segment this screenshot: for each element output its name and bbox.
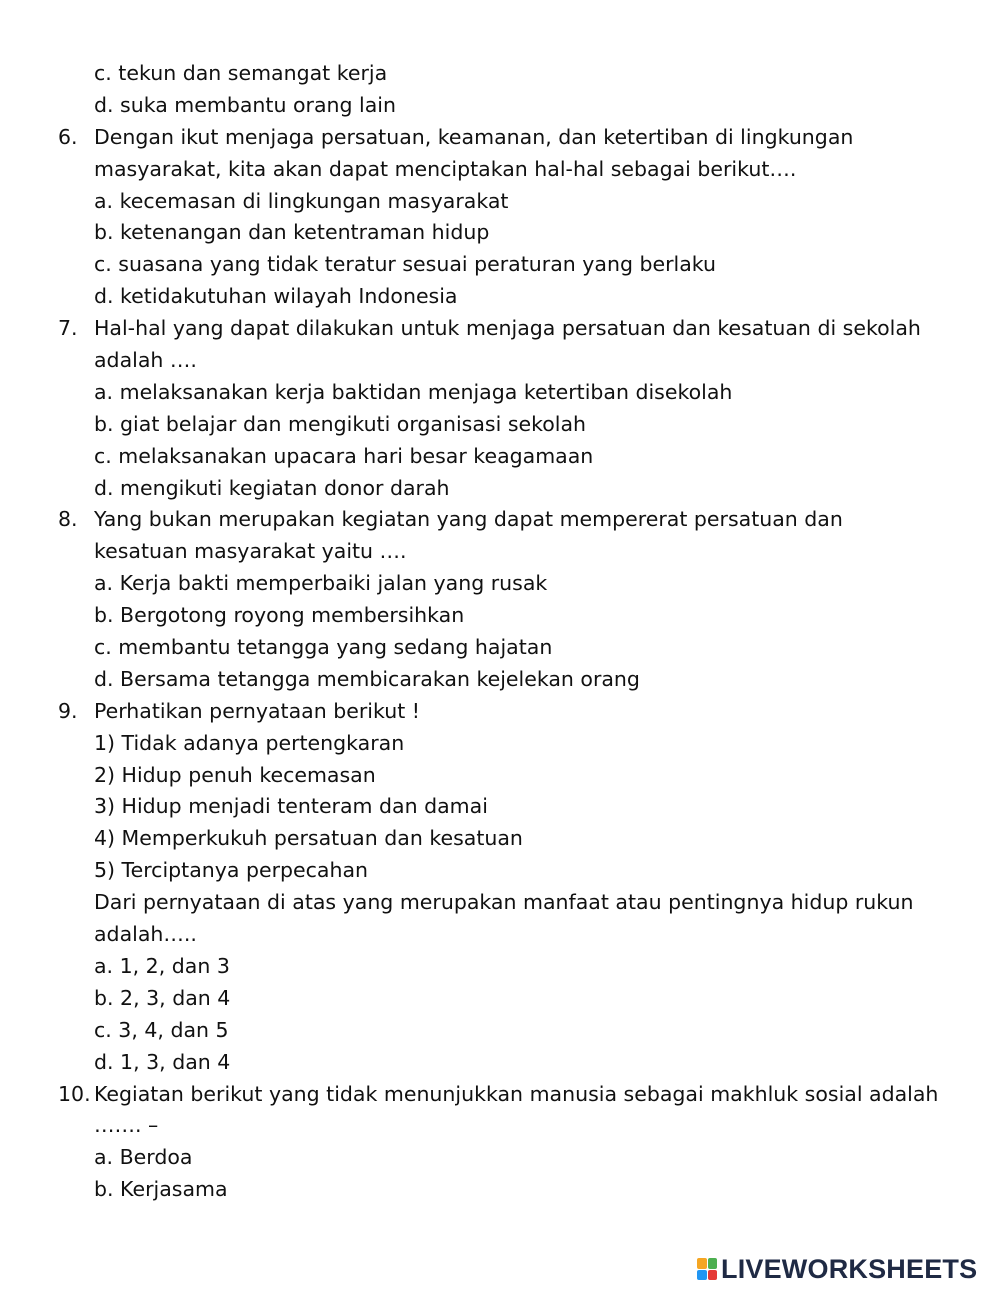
worksheet-line — [0, 855, 1000, 887]
question-text: Yang bukan merupakan kegiatan yang dapat mempererat persatuan dan — [94, 507, 843, 532]
logo-grid-icon — [697, 1258, 717, 1280]
worksheet-line — [0, 473, 1000, 505]
line-text: 4) Memperkukuh persatuan dan kesatuan — [94, 826, 523, 851]
line-text: c. suasana yang tidak teratur sesuai peraturan yang berlaku — [94, 252, 717, 277]
worksheet-line — [0, 345, 1000, 377]
line-text: 2) Hidup penuh kecemasan — [94, 762, 376, 787]
line-text: adalah….. — [94, 922, 197, 947]
worksheet-line — [0, 1079, 1000, 1111]
worksheet-line — [0, 1174, 1000, 1206]
worksheet-line — [0, 632, 1000, 664]
worksheet-line — [0, 696, 1000, 728]
line-text: adalah …. — [94, 348, 197, 373]
worksheet-line — [0, 122, 1000, 154]
logo-square-4 — [708, 1270, 718, 1281]
liveworksheets-logo — [697, 1253, 978, 1284]
worksheet-page — [0, 58, 1000, 1206]
worksheet-line — [0, 1047, 1000, 1079]
line-text: 5) Terciptanya perpecahan — [94, 858, 369, 883]
worksheet-line — [0, 154, 1000, 186]
line-text: b. Bergotong royong membersihkan — [94, 603, 465, 628]
line-text: b. ketenangan dan ketentraman hidup — [94, 220, 490, 245]
worksheet-line — [0, 1142, 1000, 1174]
line-text: a. kecemasan di lingkungan masyarakat — [94, 188, 509, 213]
worksheet-line — [0, 887, 1000, 919]
worksheet-line — [0, 536, 1000, 568]
worksheet-line — [0, 919, 1000, 951]
question-number: 10. — [58, 1081, 91, 1106]
worksheet-line — [0, 281, 1000, 313]
line-text: ……. – — [94, 1113, 159, 1138]
worksheet-line — [0, 1110, 1000, 1142]
logo-square-2 — [708, 1258, 718, 1269]
worksheet-line — [0, 313, 1000, 345]
line-text: d. Bersama tetangga membicarakan kejelekan orang — [94, 666, 640, 691]
question-number: 7. — [58, 316, 78, 341]
line-text: 3) Hidup menjadi tenteram dan damai — [94, 794, 488, 819]
logo-text: LIVEWORKSHEETS — [721, 1253, 978, 1284]
worksheet-line — [0, 951, 1000, 983]
worksheet-line — [0, 664, 1000, 696]
line-text: a. 1, 2, dan 3 — [94, 953, 230, 978]
worksheet-line — [0, 760, 1000, 792]
worksheet-line — [0, 441, 1000, 473]
worksheet-line — [0, 409, 1000, 441]
worksheet-line — [0, 504, 1000, 536]
worksheet-line — [0, 377, 1000, 409]
line-text: a. melaksanakan kerja baktidan menjaga ketertiban disekolah — [94, 379, 733, 404]
question-text: Hal-hal yang dapat dilakukan untuk menjaga persatuan dan kesatuan di sekolah — [94, 316, 921, 341]
line-text: 1) Tidak adanya pertengkaran — [94, 730, 405, 755]
worksheet-line — [0, 728, 1000, 760]
logo-square-3 — [697, 1270, 707, 1281]
worksheet-line — [0, 791, 1000, 823]
worksheet-line — [0, 90, 1000, 122]
worksheet-line — [0, 58, 1000, 90]
line-text: d. suka membantu orang lain — [94, 92, 396, 117]
worksheet-line — [0, 823, 1000, 855]
question-number: 9. — [58, 698, 78, 723]
line-text: b. giat belajar dan mengikuti organisasi sekolah — [94, 411, 587, 436]
line-text: masyarakat, kita akan dapat menciptakan hal-hal sebagai berikut…. — [94, 156, 797, 181]
line-text: c. 3, 4, dan 5 — [94, 1017, 229, 1042]
question-text: Perhatikan pernyataan berikut ! — [94, 698, 420, 723]
worksheet-line — [0, 983, 1000, 1015]
question-text: Kegiatan berikut yang tidak menunjukkan manusia sebagai makhluk sosial adalah — [94, 1081, 939, 1106]
line-text: c. melaksanakan upacara hari besar keagamaan — [94, 443, 594, 468]
line-text: Dari pernyataan di atas yang merupakan manfaat atau pentingnya hidup rukun — [94, 890, 914, 915]
line-text: b. 2, 3, dan 4 — [94, 985, 231, 1010]
line-text: d. mengikuti kegiatan donor darah — [94, 475, 450, 500]
question-number: 6. — [58, 124, 78, 149]
line-text: kesatuan masyarakat yaitu …. — [94, 539, 407, 564]
logo-square-1 — [697, 1258, 707, 1269]
question-text: Dengan ikut menjaga persatuan, keamanan, dan ketertiban di lingkungan — [94, 124, 854, 149]
line-text: d. 1, 3, dan 4 — [94, 1049, 231, 1074]
worksheet-line — [0, 1015, 1000, 1047]
worksheet-line — [0, 217, 1000, 249]
line-text: d. ketidakutuhan wilayah Indonesia — [94, 284, 458, 309]
worksheet-line — [0, 249, 1000, 281]
worksheet-line — [0, 568, 1000, 600]
line-text: b. Kerjasama — [94, 1177, 228, 1202]
line-text: c. tekun dan semangat kerja — [94, 61, 388, 85]
line-text: a. Berdoa — [94, 1145, 193, 1170]
question-number: 8. — [58, 507, 78, 532]
worksheet-line — [0, 186, 1000, 218]
worksheet-line — [0, 600, 1000, 632]
line-text: c. membantu tetangga yang sedang hajatan — [94, 635, 553, 660]
line-text: a. Kerja bakti memperbaiki jalan yang rusak — [94, 571, 548, 596]
